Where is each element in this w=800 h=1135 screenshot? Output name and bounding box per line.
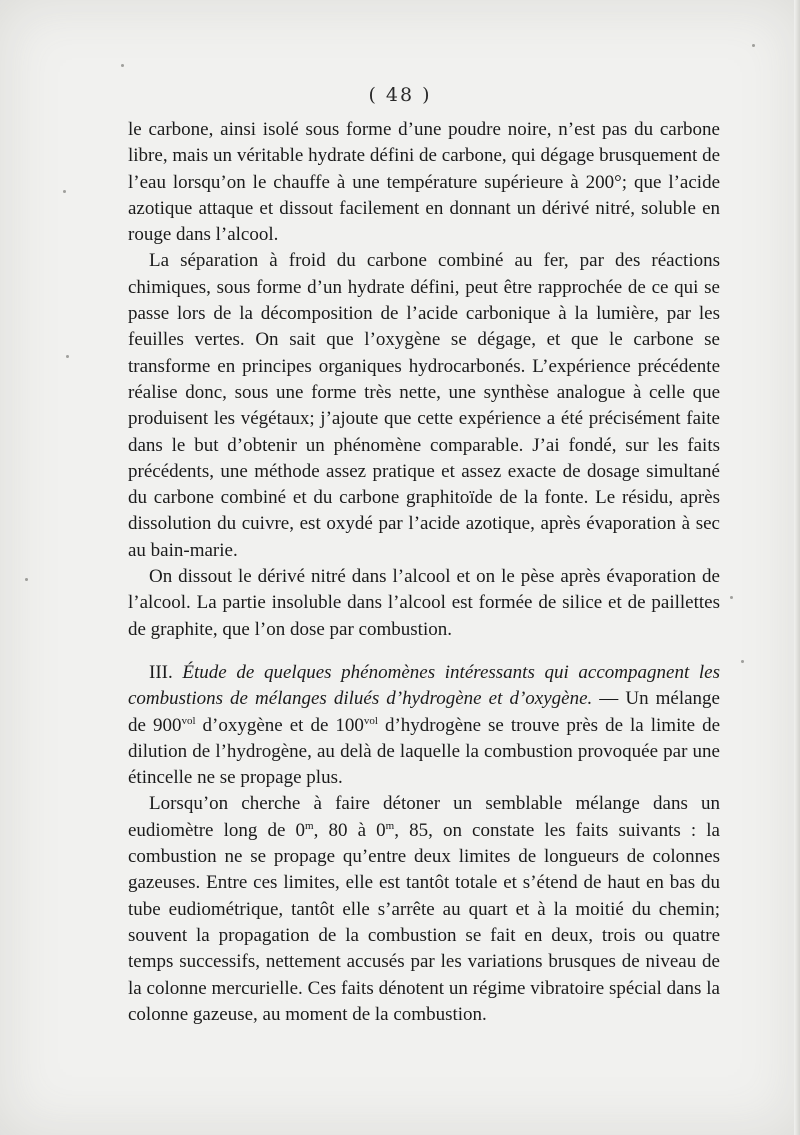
- paragraph-text: le carbone, ainsi isolé sous forme d’une poudre noire, n’est pas du carbone libre, mais un véritable hydrate défini de carbone, qui dégage brusquement de l’eau lorsqu’on le chauffe à une température supérieure à 200°; que l’acide azotique attaque et dissout facilement en donnant un dérivé nitré, soluble en rouge dans l’alcool.: [128, 119, 720, 246]
- unit-superscript: vol: [181, 714, 196, 727]
- paper-speck: [741, 660, 744, 663]
- paragraph-text: d’hydrogène se trouve près de la limite de dilution de l’hydrogène, au delà de laquelle la combustion provoquée par une étincelle ne se propage plus.: [128, 714, 721, 789]
- paragraph: [128, 248, 720, 564]
- paragraph-text: Lorsqu’on cherche à faire détoner un semblable mélange dans un eudiomètre long de 0: [128, 793, 720, 841]
- paper-speck: [121, 64, 124, 67]
- paragraph-text: — Un mélange de 900: [128, 688, 720, 736]
- paper-speck: [752, 44, 755, 47]
- page-number: ( 48 ): [368, 84, 432, 106]
- paper-speck: [730, 596, 733, 599]
- paper-speck: [66, 355, 69, 358]
- paragraph: [128, 791, 720, 1028]
- unit-superscript: vol: [363, 714, 378, 727]
- paragraph-text: III.: [149, 661, 183, 683]
- unit-superscript: m: [305, 819, 314, 832]
- paragraph-text: , 80 à 0: [313, 819, 386, 841]
- paragraph-text: La séparation à froid du carbone combiné au fer, par des réactions chimiques, sous forme d’un hydrate défini, peut être rapprochée de ce qui se passe lors de la décomposition de l’acide carbonique à la lumière, par les feuilles vertes. On sait que l’oxygène se dégage, et que le carbone se transforme en principes organiques hydrocarbonés. L’expérience précédente réalise donc, sous une forme très nette, une synthèse analogue à celle que produisent les végétaux; j’ajoute que cette expérience a été précisément faite dans le but d’obtenir un phénomène comparable. J’ai fondé, sur les faits précédents, une méthode assez pratique et assez exacte de dosage simultané du carbone combiné et du carbone graphitoïde de la fonte. Le résidu, après dissolution du cuivre, est oxydé par l’acide azotique, après évaporation à sec au bain-marie.: [128, 250, 720, 561]
- section-title: Étude de quelques phénomènes intéressants qui accompagnent les combustions de mélanges dilués d’hydrogène et d’oxygène.: [128, 661, 721, 710]
- section-paragraph: [128, 660, 720, 791]
- page-edge-shadow: [794, 0, 800, 1135]
- paper-speck: [63, 190, 66, 193]
- paragraph-text: , 85, on constate les faits suivants : la combustion ne se propage qu’entre deux limites de longueurs de colonnes gazeuses. Entre ces limites, elle est tantôt totale et s’étend de haut en bas du tube eudiométrique, tantôt elle s’arrête au quart et à la moitié du chemin; souvent la propagation de la combustion se fait en deux, trois ou quatre temps successifs, nettement accusés par les variations brusques de niveau de la colonne mercurielle. Ces faits dénotent un régime vibratoire spécial dans la colonne gazeuse, au moment de la combustion.: [128, 819, 720, 1025]
- paragraph: [128, 117, 720, 248]
- paragraph: [128, 564, 720, 643]
- paragraph-text: d’oxygène et de 100: [195, 714, 364, 736]
- paragraph-text: On dissout le dérivé nitré dans l’alcool et on le pèse après évaporation de l’alcool. La partie insoluble dans l’alcool est formée de silice et de paillettes de graphite, que l’on dose par combustion.: [128, 566, 720, 640]
- paper-speck: [25, 578, 28, 581]
- body-text: [128, 117, 720, 1028]
- unit-superscript: m: [385, 819, 395, 832]
